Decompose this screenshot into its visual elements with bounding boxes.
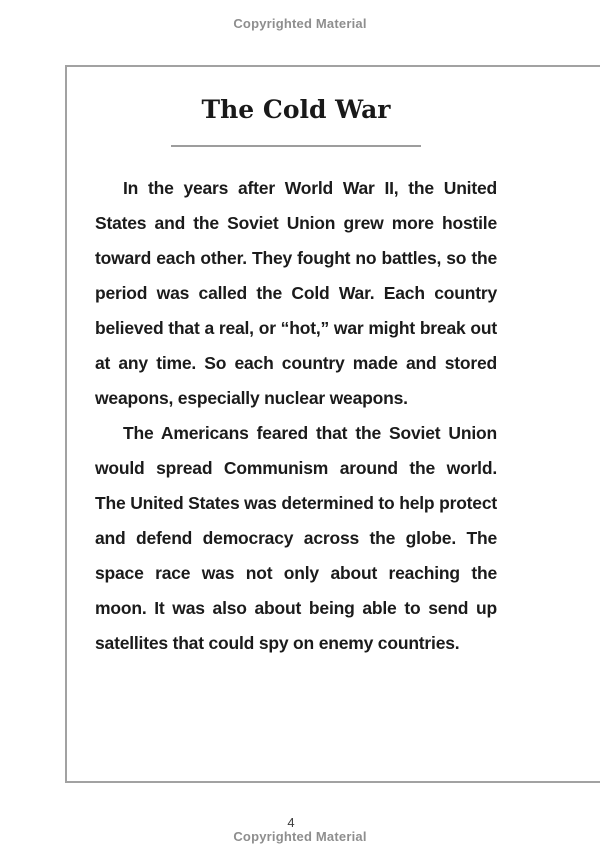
page-number: 4 [287, 815, 295, 830]
body-paragraph-2: The Americans feared that the Soviet Union would spread Communism around the world. The United States was determined to help protect and defend democracy across the globe. The space race was not only about reaching the moon. It was also about being able to send up satellites that could spy on enemy countries. [95, 423, 497, 653]
copyright-notice-bottom: Copyrighted Material [233, 829, 367, 844]
book-page [65, 65, 600, 783]
page-content [95, 67, 497, 661]
copyright-notice-top: Copyrighted Material [233, 16, 367, 31]
body-paragraph-1: In the years after World War II, the United States and the Soviet Union grew more hostile toward each other. They fought no battles, so the period was called the Cold War. Each country believed that a real, or “hot,” war might break out at any time. So each country made and stored weapons, especially nuclear weapons. [95, 178, 497, 408]
title-divider [171, 145, 421, 147]
chapter-title: The Cold War [201, 95, 391, 124]
